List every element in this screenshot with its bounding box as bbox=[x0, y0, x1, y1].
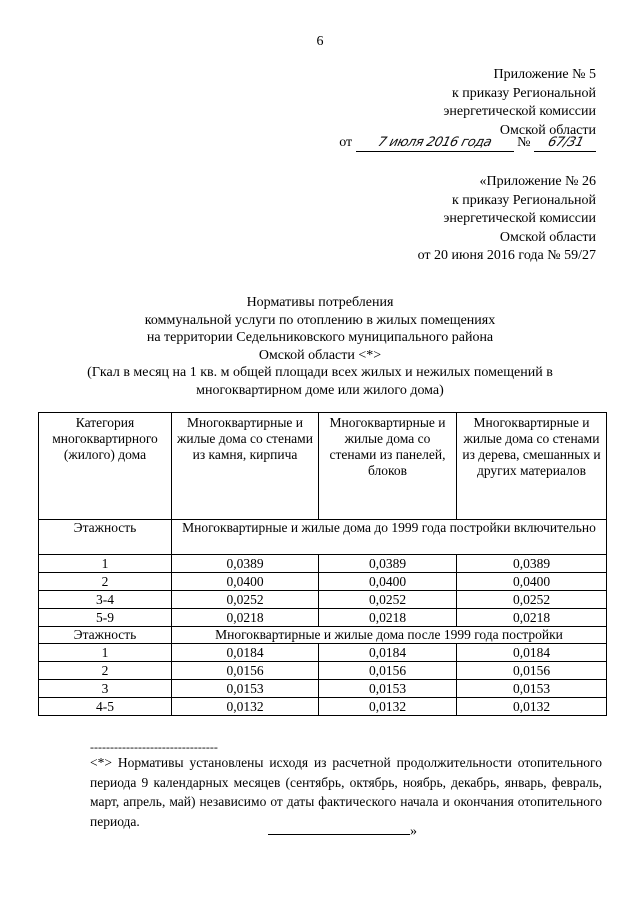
value-cell: 0,0156 bbox=[319, 662, 457, 680]
title-line: Омской области <*> bbox=[258, 347, 382, 363]
appendix-26-line: к приказу Региональной bbox=[451, 192, 596, 208]
title-line: Нормативы потребления bbox=[246, 295, 394, 310]
value-cell: 0,0184 bbox=[319, 644, 457, 662]
floors-cell: 1 bbox=[39, 555, 172, 573]
handwritten-number: 67/31 bbox=[545, 135, 585, 150]
appendix-5-line: энергетической комиссии bbox=[443, 104, 596, 119]
value-cell: 0,0156 bbox=[172, 662, 319, 680]
value-cell: 0,0389 bbox=[319, 555, 457, 573]
value-cell: 0,0184 bbox=[172, 644, 319, 662]
appendix-5-line: Приложение № 5 bbox=[493, 67, 596, 82]
floors-cell: 3-4 bbox=[39, 591, 172, 609]
handwritten-date: 7 июля 2016 года bbox=[376, 135, 494, 150]
value-cell: 0,0132 bbox=[172, 698, 319, 716]
table-row bbox=[39, 644, 607, 662]
title-line: многоквартирном доме или жилого дома) bbox=[196, 382, 444, 398]
table-row bbox=[39, 662, 607, 680]
section-row bbox=[39, 627, 607, 644]
footnote bbox=[90, 753, 602, 831]
floors-cell: 5-9 bbox=[39, 609, 172, 627]
closing-line bbox=[268, 822, 417, 840]
header-brick: Многоквартирные и жилые дома со стенами из камня, кирпича bbox=[172, 413, 319, 520]
floors-cell: 2 bbox=[39, 573, 172, 591]
value-cell: 0,0132 bbox=[457, 698, 607, 716]
table-row bbox=[39, 573, 607, 591]
section-caption: Многоквартирные и жилые дома после 1999 года постройки bbox=[172, 627, 607, 644]
floors-cell: 2 bbox=[39, 662, 172, 680]
closing-rule bbox=[268, 822, 410, 835]
value-cell: 0,0252 bbox=[457, 591, 607, 609]
value-cell: 0,0153 bbox=[172, 680, 319, 698]
value-cell: 0,0156 bbox=[457, 662, 607, 680]
table-row bbox=[39, 609, 607, 627]
title-line: на территории Седельниковского муниципального района bbox=[146, 330, 494, 345]
table-row bbox=[39, 680, 607, 698]
title-line: (Гкал в месяц на 1 кв. м общей площади всех жилых и нежилых помещений в bbox=[87, 365, 553, 380]
appendix-5-line: к приказу Региональной bbox=[451, 85, 596, 101]
order-prefix: от bbox=[339, 135, 353, 150]
appendix-26-line: Омской области bbox=[499, 229, 596, 245]
value-cell: 0,0218 bbox=[172, 609, 319, 627]
header-wood: Многоквартирные и жилые дома со стенами из дерева, смешанных и других материалов bbox=[457, 413, 607, 520]
section-row bbox=[39, 520, 607, 555]
appendix-5-line: Омской области bbox=[499, 122, 596, 138]
value-cell: 0,0184 bbox=[457, 644, 607, 662]
value-cell: 0,0153 bbox=[457, 680, 607, 698]
floors-cell: 4-5 bbox=[39, 698, 172, 716]
page-number: 6 bbox=[316, 34, 324, 49]
value-cell: 0,0218 bbox=[319, 609, 457, 627]
value-cell: 0,0400 bbox=[319, 573, 457, 591]
order-reference bbox=[339, 135, 596, 152]
appendix-5-block bbox=[443, 66, 596, 140]
floors-cell: 3 bbox=[39, 680, 172, 698]
table-row bbox=[39, 555, 607, 573]
footnote-separator: -------------------------------- bbox=[90, 740, 218, 754]
section-label: Этажность bbox=[39, 627, 172, 644]
title-line: коммунальной услуги по отоплению в жилых помещениях bbox=[144, 312, 496, 328]
value-cell: 0,0400 bbox=[457, 573, 607, 591]
floors-cell: 1 bbox=[39, 644, 172, 662]
value-cell: 0,0252 bbox=[319, 591, 457, 609]
order-number-field bbox=[534, 135, 596, 152]
table-row bbox=[39, 591, 607, 609]
header-category: Категория многоквартирного (жилого) дома bbox=[39, 413, 172, 520]
value-cell: 0,0400 bbox=[172, 573, 319, 591]
document-title bbox=[60, 294, 580, 399]
value-cell: 0,0153 bbox=[319, 680, 457, 698]
order-number-sign: № bbox=[517, 135, 531, 150]
value-cell: 0,0252 bbox=[172, 591, 319, 609]
value-cell: 0,0389 bbox=[172, 555, 319, 573]
section-label: Этажность bbox=[39, 520, 172, 555]
table-header-row bbox=[39, 413, 607, 520]
value-cell: 0,0132 bbox=[319, 698, 457, 716]
appendix-26-line: энергетической комиссии bbox=[443, 211, 596, 226]
value-cell: 0,0389 bbox=[457, 555, 607, 573]
appendix-26-block bbox=[418, 173, 596, 266]
appendix-26-line: «Приложение № 26 bbox=[479, 174, 596, 189]
section-caption: Многоквартирные и жилые дома до 1999 года постройки включительно bbox=[172, 520, 607, 555]
table-row bbox=[39, 698, 607, 716]
closing-quote: » bbox=[410, 824, 417, 839]
appendix-26-line: от 20 июня 2016 года № 59/27 bbox=[417, 248, 596, 263]
order-date-field bbox=[356, 135, 514, 152]
footnote-text: <*> Нормативы установлены исходя из расчетной продолжительности отопительного периода 9 календарных месяцев (сентябрь, октябрь, ноябрь, декабрь, январь, февраль, март, апрель, май) независимо от даты фактического начала и окончания отопительного периода. bbox=[90, 755, 602, 829]
norms-table bbox=[38, 412, 607, 716]
value-cell: 0,0218 bbox=[457, 609, 607, 627]
header-panel: Многоквартирные и жилые дома со стенами из панелей, блоков bbox=[319, 413, 457, 520]
